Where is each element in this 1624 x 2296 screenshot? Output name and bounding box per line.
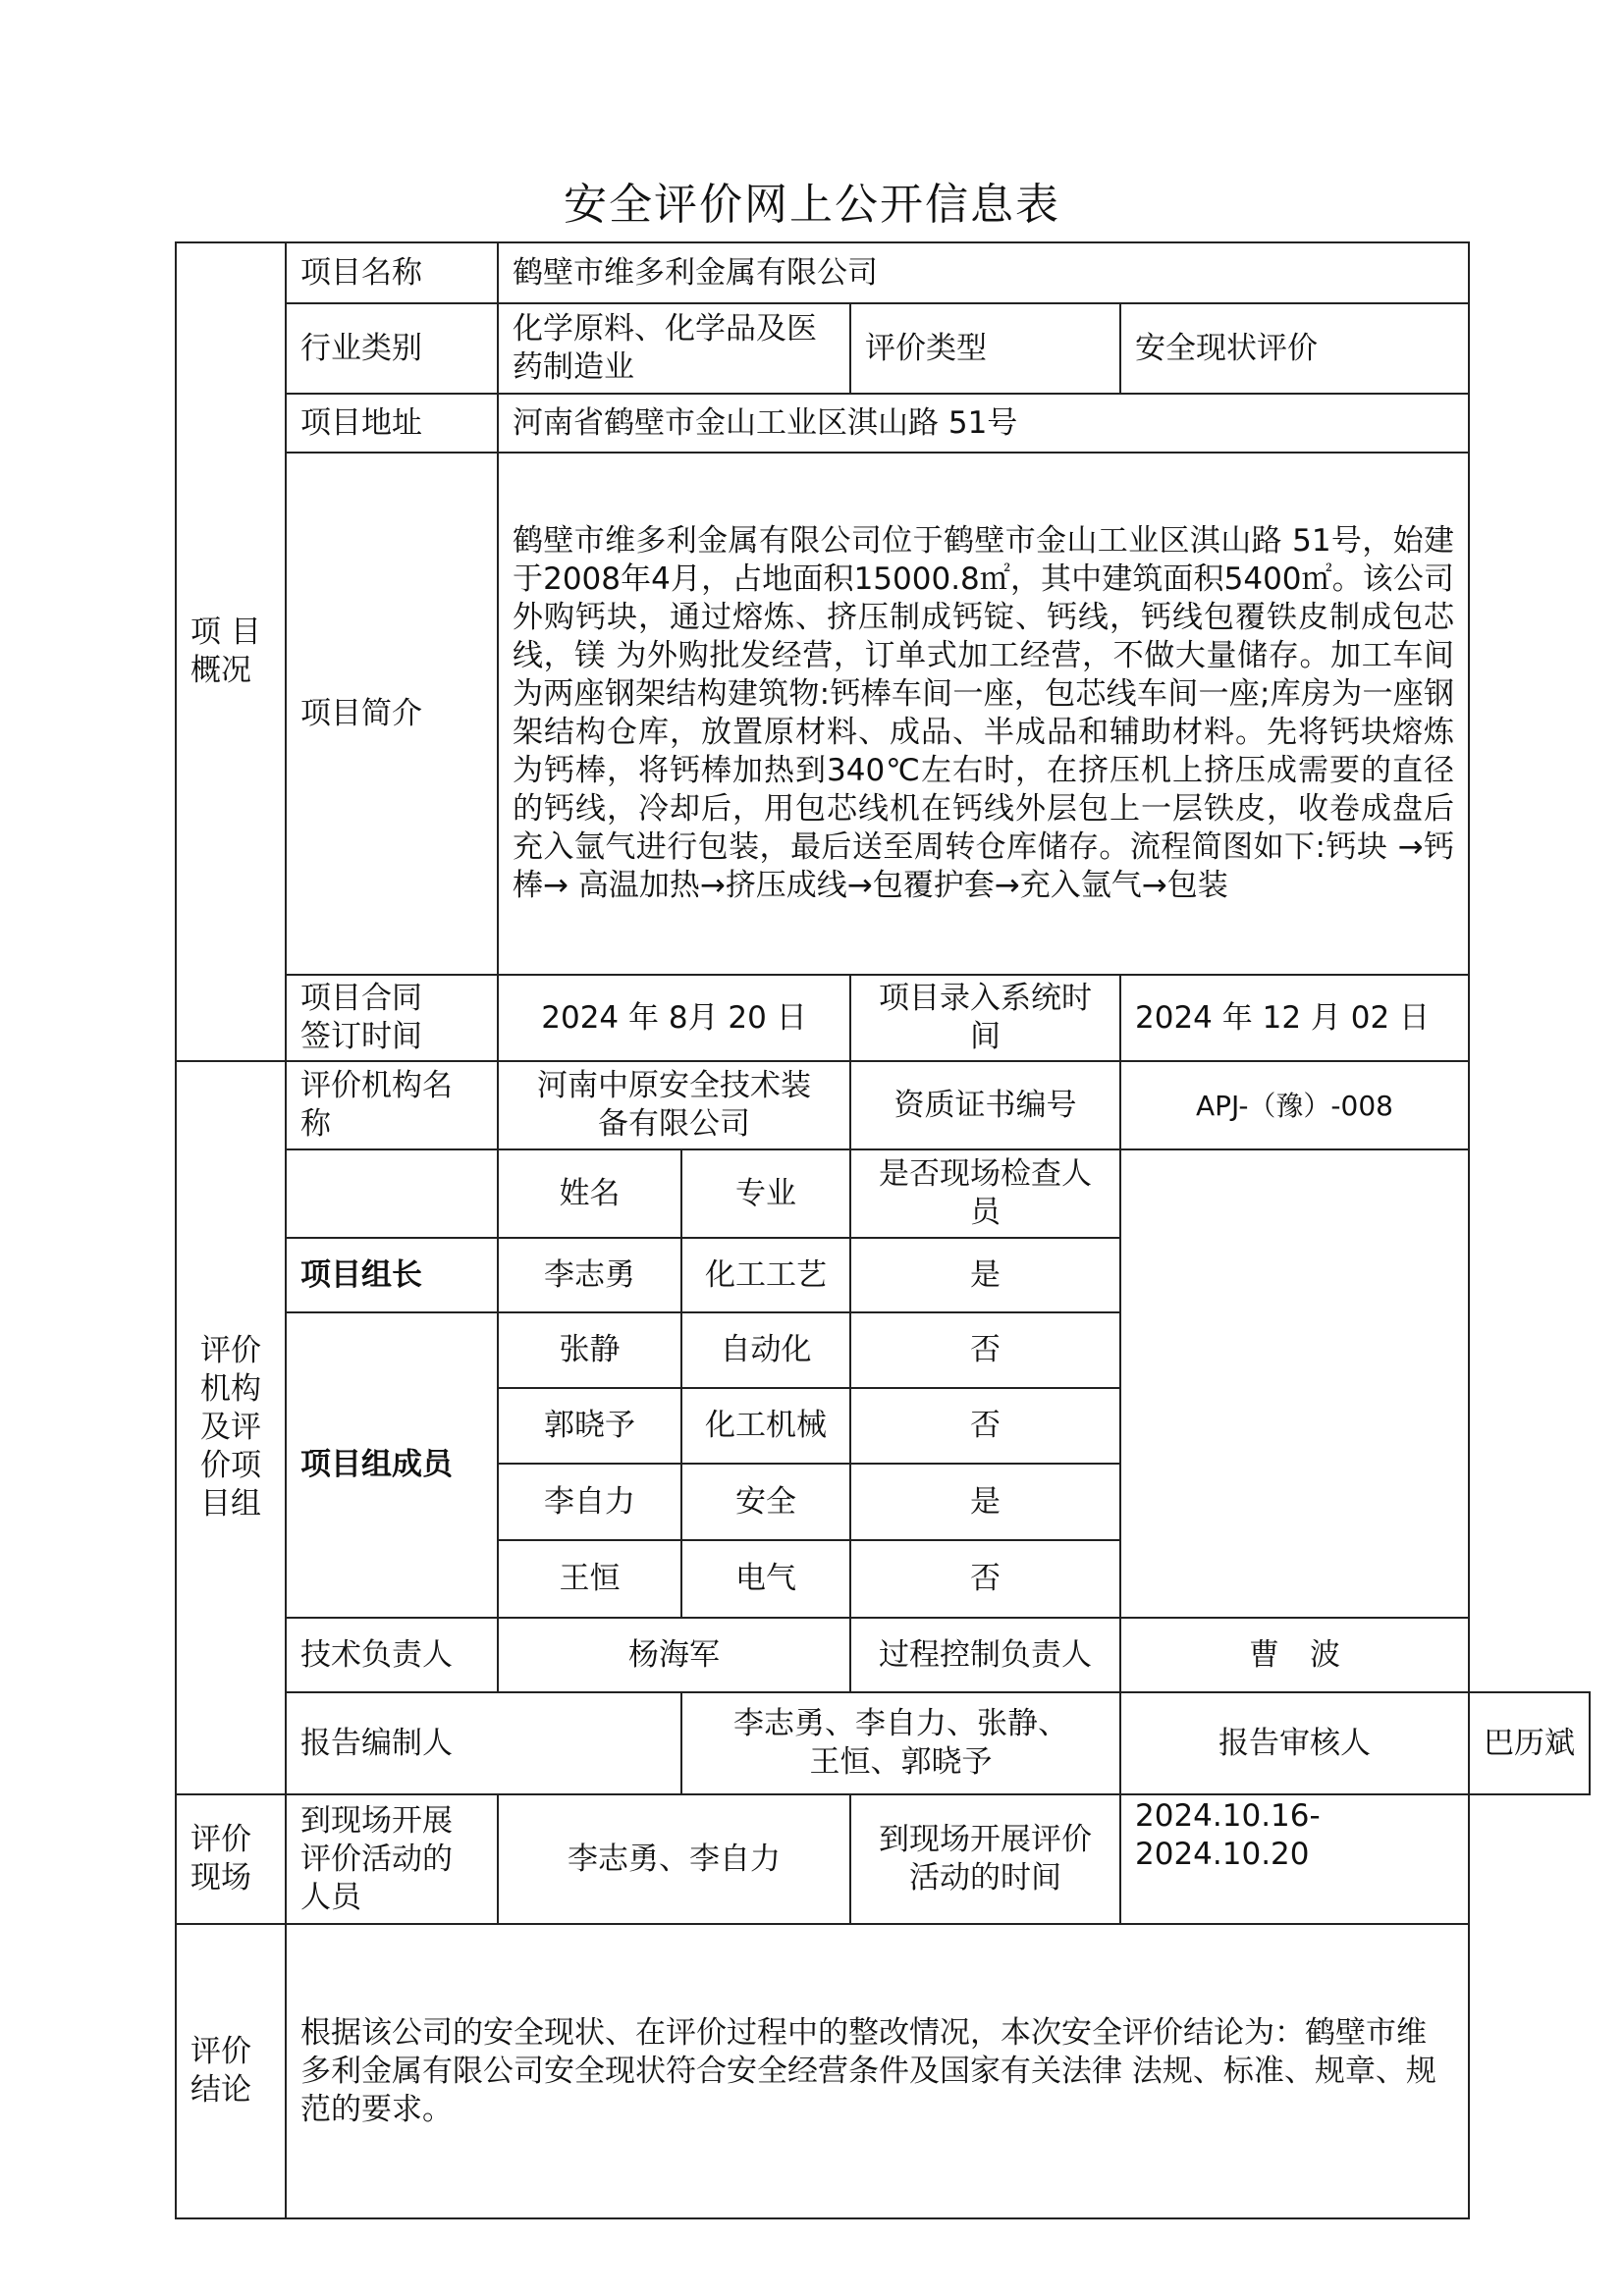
contract-date-label: 项目合同 签订时间 <box>286 975 498 1061</box>
site-time-value: 2024.10.16- 2024.10.20 <box>1120 1794 1469 1924</box>
report-authors: 李志勇、李自力、张静、 王恒、郭晓予 <box>681 1692 1120 1794</box>
row-industry <box>176 303 1469 394</box>
tech-lead-value: 杨海军 <box>498 1618 850 1692</box>
member-name: 李自力 <box>498 1464 681 1540</box>
row-project-name <box>176 242 1469 303</box>
row-dates <box>176 975 1469 1061</box>
member-onsite: 否 <box>850 1312 1120 1388</box>
member-major: 自动化 <box>681 1312 850 1388</box>
intro-text: 鹤壁市维多利金属有限公司位于鹤壁市金山工业区淇山路 51号，始建 于2008年4月，占地面积15000.8㎡，其中建筑面积5400㎡。该公司外购钙块，通过熔炼、挤压制成钙锭、钙线，钙线包覆铁皮制成包芯线，镁 为外购批发经营，订单式加工经营，不做大量储存。加工车间为两座钢架结构建筑物:钙棒车间一座，包芯线车间一座;库房为一座钢架结构仓库，放置原材料、成品、半成品和辅助材料。先将钙块熔炼为钙棒，将钙棒加热到340℃左右时，在挤压机上挤压成需要的直径的钙线，冷却后，用包芯线机在钙线外层包上一层铁皮，收卷成盘后充入氩气进行包装，最后送至周转仓库储存。流程简图如下:钙块 →钙棒→ 高温加热→挤压成线→包覆护套→充入氩气→包装 <box>498 453 1469 975</box>
row-report <box>176 1692 1590 1794</box>
report-reviewer-label: 报告审核人 <box>1120 1692 1469 1794</box>
address-label: 项目地址 <box>286 394 498 453</box>
agency-name-value: 河南中原安全技术装 备有限公司 <box>498 1061 850 1149</box>
eval-type-label: 评价类型 <box>850 303 1120 394</box>
agency-name-label: 评价机构名 称 <box>286 1061 498 1149</box>
industry-label: 行业类别 <box>286 303 498 394</box>
row-agency-name <box>176 1061 1590 1149</box>
row-intro <box>176 453 1469 975</box>
row-conclusion <box>176 1924 1590 2218</box>
member-name: 张静 <box>498 1312 681 1388</box>
leader-label: 项目组长 <box>286 1238 498 1312</box>
header-onsite: 是否现场检查人 员 <box>850 1149 1120 1238</box>
leader-name: 李志勇 <box>498 1238 681 1312</box>
process-lead-value: 曹 波 <box>1120 1618 1469 1692</box>
leader-onsite: 是 <box>850 1238 1120 1312</box>
header-major: 专业 <box>681 1149 850 1238</box>
report-author-label: 报告编制人 <box>286 1692 681 1794</box>
agency-table <box>175 1060 1591 2219</box>
cert-label: 资质证书编号 <box>850 1061 1120 1149</box>
header-name: 姓名 <box>498 1149 681 1238</box>
site-people-value: 李志勇、李自力 <box>498 1794 850 1924</box>
entry-date-label: 项目录入系统时 间 <box>850 975 1120 1061</box>
section-agency: 评价 机构 及评 价项 目组 <box>176 1061 286 1794</box>
info-table <box>175 241 1470 1062</box>
row-address <box>176 394 1469 453</box>
member-major: 电气 <box>681 1540 850 1618</box>
member-onsite: 是 <box>850 1464 1120 1540</box>
conclusion-text: 根据该公司的安全现状、在评价过程中的整改情况，本次安全评价结论为：鹤壁市维多利金属有限公司安全现状符合安全经营条件及国家有关法律 法规、标准、规章、规范的要求。 <box>286 1924 1469 2218</box>
member-name: 王恒 <box>498 1540 681 1618</box>
section-overview: 项 目 概况 <box>176 242 286 1061</box>
team-side-blank <box>1120 1149 1469 1618</box>
member-major: 化工机械 <box>681 1388 850 1464</box>
team-header-blank <box>286 1149 498 1238</box>
eval-type-value: 安全现状评价 <box>1120 303 1469 394</box>
project-name-value: 鹤壁市维多利金属有限公司 <box>498 242 1469 303</box>
section-conclusion: 评价 结论 <box>176 1924 286 2218</box>
row-leads <box>176 1618 1590 1692</box>
leader-major: 化工工艺 <box>681 1238 850 1312</box>
member-major: 安全 <box>681 1464 850 1540</box>
member-name: 郭晓予 <box>498 1388 681 1464</box>
cert-value: APJ-（豫）-008 <box>1120 1061 1469 1149</box>
row-site <box>176 1794 1590 1924</box>
report-reviewer: 巴历斌 <box>1469 1692 1590 1794</box>
member-onsite: 否 <box>850 1540 1120 1618</box>
site-time-label: 到现场开展评价 活动的时间 <box>850 1794 1120 1924</box>
project-name-label: 项目名称 <box>286 242 498 303</box>
site-people-label: 到现场开展 评价活动的 人员 <box>286 1794 498 1924</box>
intro-label: 项目简介 <box>286 453 498 975</box>
address-value: 河南省鹤壁市金山工业区淇山路 51号 <box>498 394 1469 453</box>
section-site: 评价 现场 <box>176 1794 286 1924</box>
member-onsite: 否 <box>850 1388 1120 1464</box>
entry-date-value: 2024 年 12 月 02 日 <box>1120 975 1469 1061</box>
members-label: 项目组成员 <box>286 1312 498 1618</box>
row-team-header <box>176 1149 1590 1238</box>
contract-date-value: 2024 年 8月 20 日 <box>498 975 850 1061</box>
page-title: 安全评价网上公开信息表 <box>564 180 1060 230</box>
industry-value: 化学原料、化学品及医 药制造业 <box>498 303 850 394</box>
process-lead-label: 过程控制负责人 <box>850 1618 1120 1692</box>
tech-lead-label: 技术负责人 <box>286 1618 498 1692</box>
